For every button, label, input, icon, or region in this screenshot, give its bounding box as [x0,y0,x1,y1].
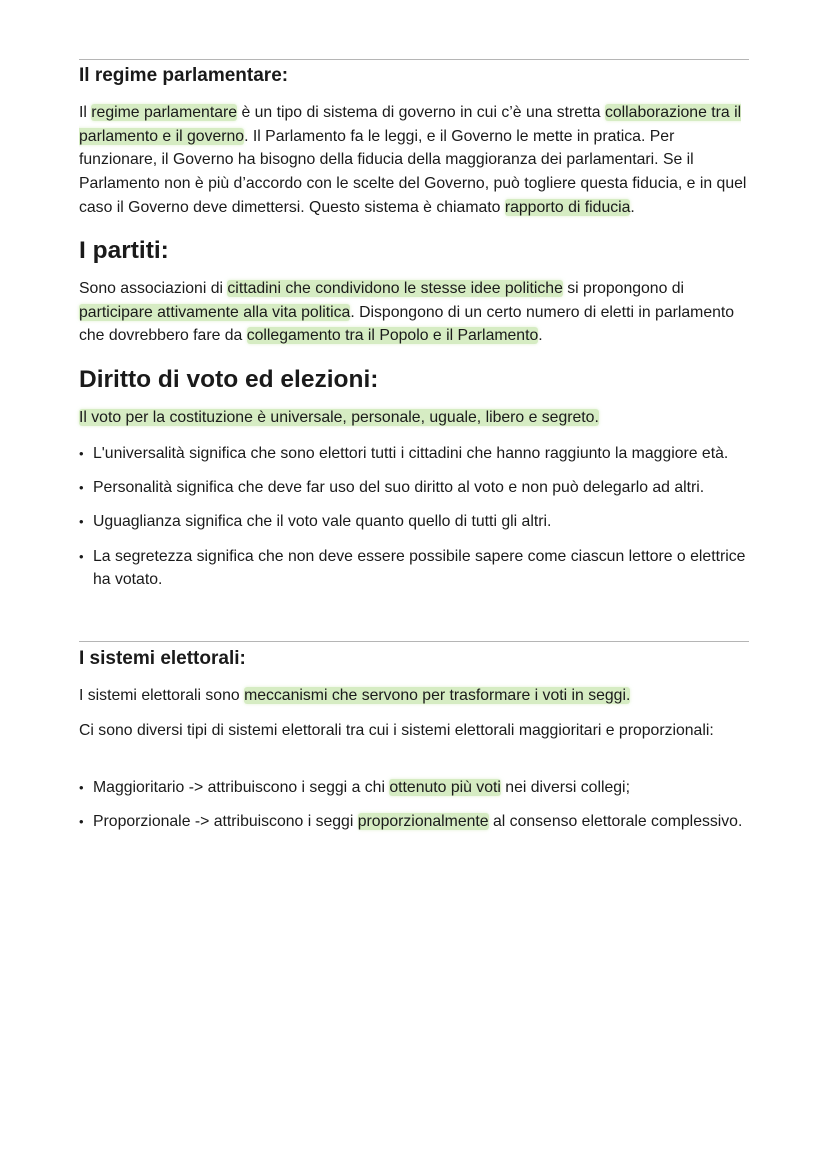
list-item: • Uguaglianza significa che il voto vale quanto quello di tutti gli altri. [79,510,751,534]
highlighted-text: rapporto di fiducia [504,198,631,216]
text-segment: Proporzionale -> attribuiscono i seggi [93,813,358,831]
divider [79,641,749,642]
paragraph-regime [79,101,751,220]
divider [79,59,749,60]
highlighted-text: proporzionalmente [357,813,489,831]
list-item [79,810,751,834]
text-segment: Sono associazioni di [79,280,228,297]
text-segment: nei diversi collegi; [500,779,630,796]
text-segment: Ci sono diversi tipi di sistemi elettorali tra cui i sistemi elettorali maggioritari e proporzionali: [79,722,714,739]
text-segment: Il [79,104,92,121]
text-segment: . Il Parlamento fa le leggi, e il Governo le mette in pratica. Per funzionare, il Governo ha bisogno della fiducia della maggioranza dei parlamentari. Se il Parlamento non è più d’accordo con le scelte del Governo, può togliere questa fiducia, e in quel caso il Governo deve dimettersi. Questo sistema è chiamato [79,127,747,216]
paragraph-sistemi-2 [79,719,751,743]
text-segment: al consenso elettorale complessivo. [488,813,743,831]
text-segment: Maggioritario -> attribuiscono i seggi a chi [93,779,390,796]
heading-diritto-voto: Diritto di voto ed elezioni: [79,366,379,393]
highlighted-text: collegamento tra il Popolo e il Parlamento [246,327,539,345]
heading-partiti: I partiti: [79,237,169,264]
paragraph-voto [79,406,751,430]
voto-bullet-list [79,442,751,603]
text-segment: I sistemi elettorali sono [79,687,245,704]
list-item [79,776,751,800]
highlighted-text: participare attivamente alla vita politica [79,303,351,321]
highlighted-text: meccanismi che servono per trasformare i voti in seggi. [244,687,631,704]
paragraph-partiti [79,277,751,348]
sistemi-bullet-list [79,776,751,844]
text-segment: . Dispongono di un certo numero di eletti in parlamento che dovrebbero fare da [79,303,735,345]
text-segment: . [630,198,635,216]
list-item: • La segretezza significa che non deve essere possibile sapere come ciascun lettore o elettrice ha votato. [79,545,751,592]
text-segment: . [538,327,543,345]
highlighted-text: cittadini che condividono le stesse idee politiche [227,280,563,297]
text-segment: si propongono di [562,280,685,297]
highlighted-text: regime parlamentare [91,104,238,121]
paragraph-sistemi-1 [79,684,751,708]
list-item: • Personalità significa che deve far uso del suo diritto al voto e non può delegarlo ad altri. [79,476,751,500]
heading-sistemi-elettorali: I sistemi elettorali: [79,648,246,669]
list-item: • L'universalità significa che sono elettori tutti i cittadini che hanno raggiunto la maggiore età. [79,442,751,466]
highlighted-text: Il voto per la costituzione è universale, personale, uguale, libero e segreto. [79,409,599,426]
heading-regime-parlamentare: Il regime parlamentare: [79,65,289,86]
highlighted-text: ottenuto più voti [389,779,501,796]
text-segment: è un tipo di sistema di governo in cui c’è una stretta [237,104,605,121]
highlighted-text: collaborazione tra il parlamento e il governo [79,104,742,145]
